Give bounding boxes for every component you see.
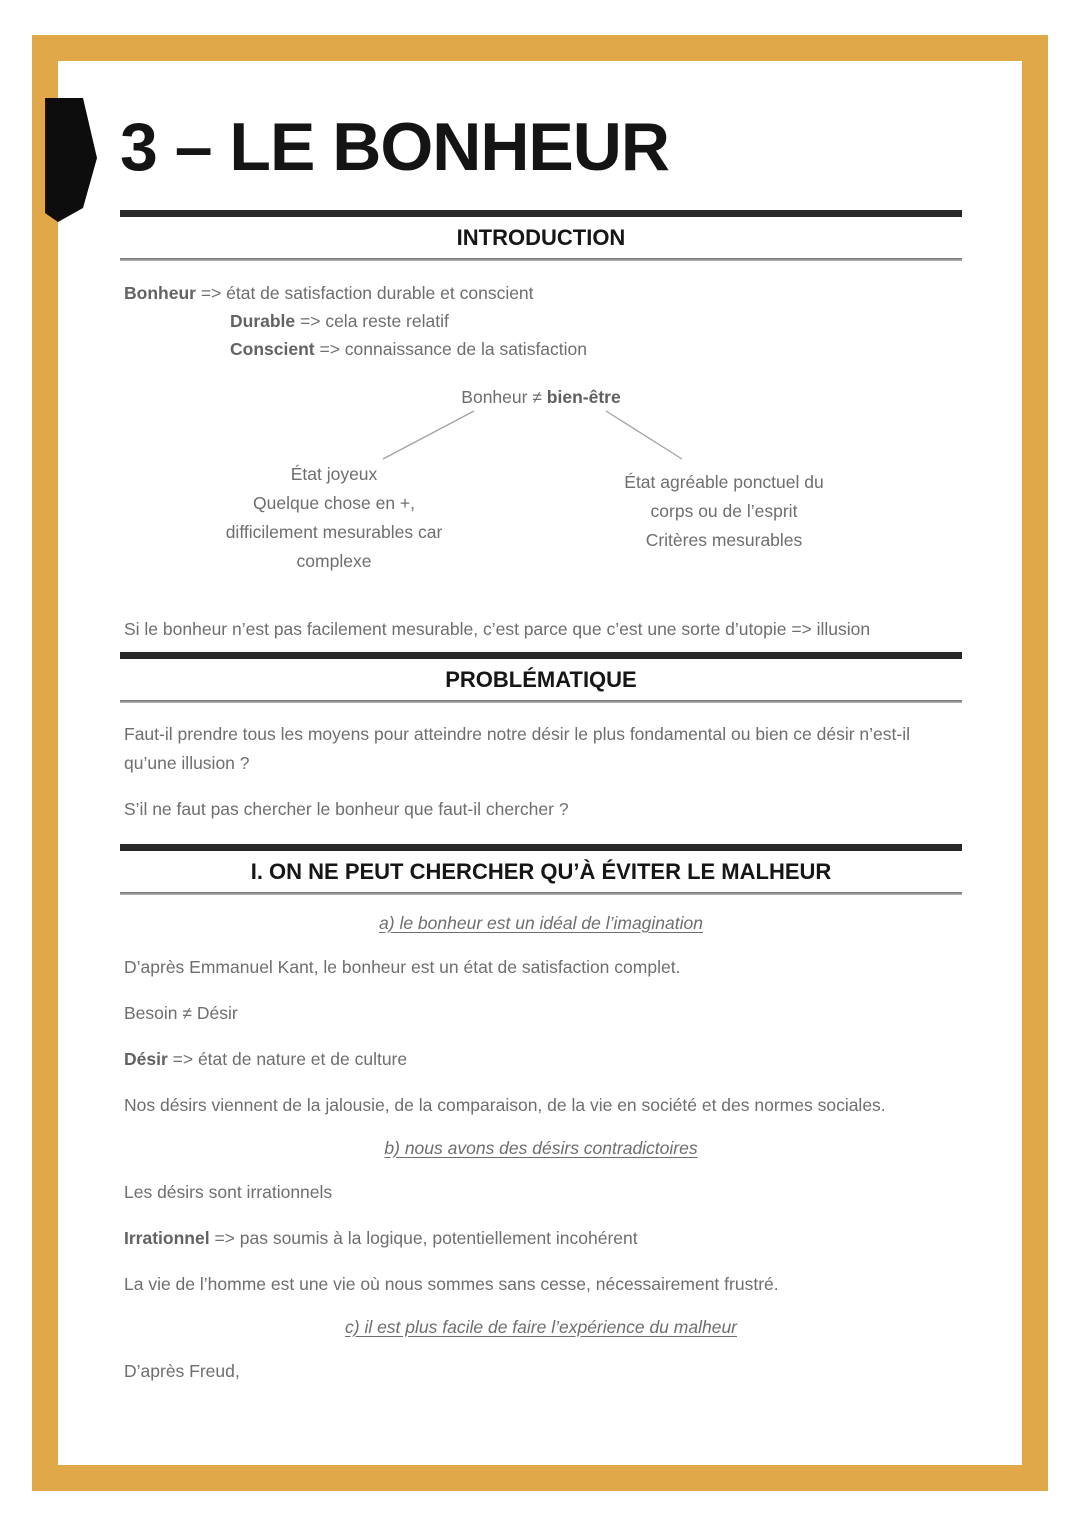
- diagram-line: État agréable ponctuel du: [624, 472, 824, 492]
- diagram-title-plain: Bonheur ≠: [461, 387, 547, 407]
- connector-line-left: [383, 411, 474, 459]
- paragraph-besoin-desir: Besoin ≠ Désir: [124, 1003, 238, 1023]
- paragraph-vie-homme: La vie de l’homme est une vie où nous sommes sans cesse, nécessairement frustré.: [124, 1274, 779, 1294]
- diagram-title-bold: bien-être: [546, 387, 621, 407]
- paragraph-desirs-irrationnels: Les désirs sont irrationnels: [124, 1182, 333, 1202]
- diagram-title: [120, 383, 962, 411]
- subsection-heading-a: [120, 911, 962, 936]
- section-underline: [120, 892, 962, 895]
- problematique-question-1: Faut-il prendre tous les moyens pour atteindre notre désir le plus fondamental ou bien ce désir n’est-il qu’une illusion ?: [124, 724, 910, 773]
- problematique-question-2: S’il ne faut pas chercher le bonheur que faut-il chercher ?: [124, 799, 569, 819]
- definition-conscient: [124, 335, 962, 363]
- definition-text: => état de satisfaction durable et conscient: [195, 283, 534, 303]
- definition-desir: [120, 1045, 962, 1074]
- paragraph-nos-desirs: Nos désirs viennent de la jalousie, de la comparaison, de la vie en société et des normes sociales.: [124, 1095, 886, 1115]
- section-introduction: [120, 210, 962, 644]
- paragraph-kant: D’après Emmanuel Kant, le bonheur est un état de satisfaction complet.: [124, 957, 681, 977]
- section-top-bar: [120, 844, 962, 851]
- subsection-heading-text: a) le bonheur est un idéal de l’imagination: [379, 913, 703, 933]
- definition-text: => état de nature et de culture: [167, 1049, 408, 1069]
- definition-term: Conscient: [230, 339, 315, 359]
- diagram-line: difficilement mesurables car: [225, 522, 443, 542]
- bookmark-ribbon-icon: [45, 98, 97, 222]
- intro-definitions: [120, 279, 962, 363]
- section-top-bar: [120, 652, 962, 659]
- subsection-heading-c: [120, 1315, 962, 1340]
- diagram-line: Critères mesurables: [645, 530, 803, 550]
- section-underline: [120, 700, 962, 703]
- definition-text: => connaissance de la satisfaction: [314, 339, 588, 359]
- definition-term: Irrationnel: [124, 1228, 210, 1248]
- intro-conclusion: Si le bonheur n’est pas facilement mesurable, c’est parce que c’est une sorte d’utopie => illusion: [124, 619, 871, 639]
- section-top-bar: [120, 210, 962, 217]
- diagram-line: État joyeux: [290, 464, 378, 484]
- definition-text: => pas soumis à la logique, potentiellement incohérent: [209, 1228, 638, 1248]
- subsection-heading-b: [120, 1136, 962, 1161]
- definition-term: Bonheur: [124, 283, 196, 303]
- definition-text: => cela reste relatif: [295, 311, 449, 331]
- section-part-1: [120, 844, 962, 1386]
- diagram-right-column: [594, 468, 854, 555]
- diagram-line: corps ou de l’esprit: [650, 501, 798, 521]
- definition-durable: [124, 307, 962, 335]
- diagram-line: Quelque chose en +,: [253, 493, 415, 513]
- page-content: [120, 108, 962, 1386]
- diagram-left-column: [209, 460, 459, 576]
- section-heading-introduction: INTRODUCTION: [456, 225, 626, 250]
- subsection-heading-text: c) il est plus facile de faire l’expérience du malheur: [345, 1317, 737, 1337]
- definition-bonheur: [124, 279, 962, 307]
- section-heading-part-1: I. ON NE PEUT CHERCHER QU’À ÉVITER LE MALHEUR: [250, 859, 832, 884]
- definition-irrationnel: [120, 1224, 962, 1253]
- definition-term: Durable: [230, 311, 296, 331]
- comparison-diagram: [120, 383, 962, 598]
- paragraph-freud: D’après Freud,: [124, 1361, 240, 1381]
- connector-line-right: [606, 411, 682, 459]
- section-problematique: [120, 652, 962, 824]
- definition-term: Désir: [124, 1049, 168, 1069]
- diagram-connector-lines: [120, 409, 962, 461]
- section-underline: [120, 258, 962, 261]
- section-heading-problematique: PROBLÉMATIQUE: [445, 667, 637, 692]
- subsection-heading-text: b) nous avons des désirs contradictoires: [384, 1138, 698, 1158]
- page-title: 3 – LE BONHEUR: [120, 109, 669, 185]
- diagram-line: complexe: [296, 551, 372, 571]
